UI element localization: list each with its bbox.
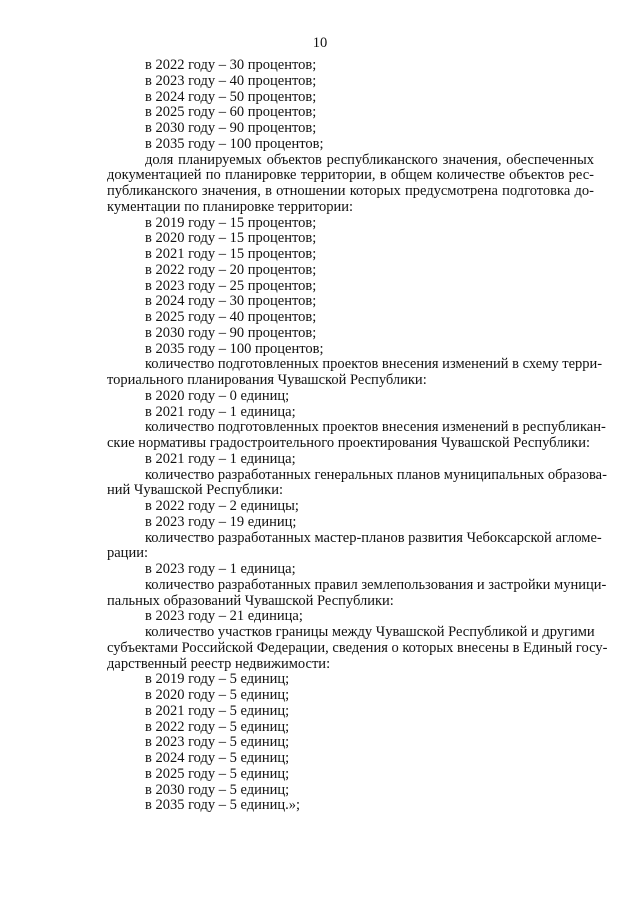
list-item: в 2023 году – 21 единица; [145,608,303,625]
list-item: в 2022 году – 20 процентов; [145,261,317,278]
list-item: в 2025 году – 60 процентов; [145,104,317,121]
paragraph [107,419,606,452]
paragraph-line: количество разработанных мастер-планов развития Чебоксарской агломе- [145,529,602,546]
paragraph [107,576,607,610]
list-item: в 2022 году – 2 единицы; [145,498,299,514]
list-item: в 2022 году – 5 единиц; [145,718,290,735]
paragraph-line: субъектами Российской Федерации, сведения о которых внесены в Единый госу- [107,639,608,656]
paragraph [107,624,608,672]
list-item: в 2021 году – 1 единица; [145,450,296,467]
paragraph-line: количество разработанных правил землепользования и застройки муници- [145,576,607,593]
list-item: в 2025 году – 40 процентов; [145,309,317,325]
list-item: в 2020 году – 0 единиц; [145,387,290,404]
list-item: в 2023 году – 25 процентов; [145,277,317,294]
paragraph [107,153,594,216]
list-item: в 2019 году – 15 процентов; [145,214,317,231]
paragraph [107,466,607,500]
list-item: в 2025 году – 5 единиц; [145,765,290,782]
list-item: в 2024 году – 50 процентов; [145,88,317,105]
paragraph-line: количество подготовленных проектов внесения изменений в республикан- [145,419,606,436]
paragraph [107,529,602,563]
list-item: в 2023 году – 40 процентов; [145,72,317,89]
paragraph-line: кументации по планировке территории: [107,198,354,215]
list-item: в 2030 году – 5 единиц; [145,781,290,798]
paragraph [107,356,603,389]
paragraph-line: ские нормативы градостроительного проектирования Чувашской Республики: [107,435,591,451]
paragraph-line: количество подготовленных проектов внесения изменений в схему терри- [145,356,603,373]
list-item: в 2023 году – 1 единица; [145,561,296,577]
list-item: в 2020 году – 15 процентов; [145,230,317,247]
list-item: в 2035 году – 100 процентов; [145,135,324,152]
list-item: в 2035 году – 5 единиц.»; [145,797,301,814]
paragraph-line: ний Чувашской Республики: [107,482,283,499]
list-item: в 2030 году – 90 процентов; [145,324,317,341]
paragraph-line: количество разработанных генеральных планов муниципальных образова- [145,466,607,483]
paragraph-line: публиканского значения, в отношении которых предусмотрена подготовка до- [107,183,594,199]
list-item: в 2020 году – 5 единиц; [145,687,290,703]
list-item: в 2023 году – 5 единиц; [145,734,290,751]
list-item: в 2021 году – 5 единиц; [145,702,290,719]
paragraph-line: доля планируемых объектов республиканского значения, обеспеченных [145,151,594,168]
paragraph-line: рации: [107,545,148,562]
paragraph-line: дарственный реестр недвижимости: [107,655,331,672]
document-body [107,57,608,814]
page-number: 10 [312,35,328,51]
paragraph-line: документацией по планировке территории, в общем количестве объектов рес- [107,167,594,184]
list-item: в 2024 году – 5 единиц; [145,750,290,766]
list-item: в 2021 году – 1 единица; [145,403,296,420]
list-item: в 2019 году – 5 единиц; [145,671,290,688]
paragraph-line: пальных образований Чувашской Республики: [107,592,394,609]
list-item: в 2030 году – 90 процентов; [145,120,317,136]
paragraph-line: количество участков границы между Чувашской Республикой и другими [145,624,595,640]
paragraph-line: ториального планирования Чувашской Республики: [107,372,427,388]
list-item: в 2035 году – 100 процентов; [145,340,324,357]
list-item: в 2023 году – 19 единиц; [145,513,297,530]
list-item: в 2024 году – 30 процентов; [145,293,317,310]
list-item: в 2022 году – 30 процентов; [145,57,317,73]
list-item: в 2021 году – 15 процентов; [145,246,317,262]
